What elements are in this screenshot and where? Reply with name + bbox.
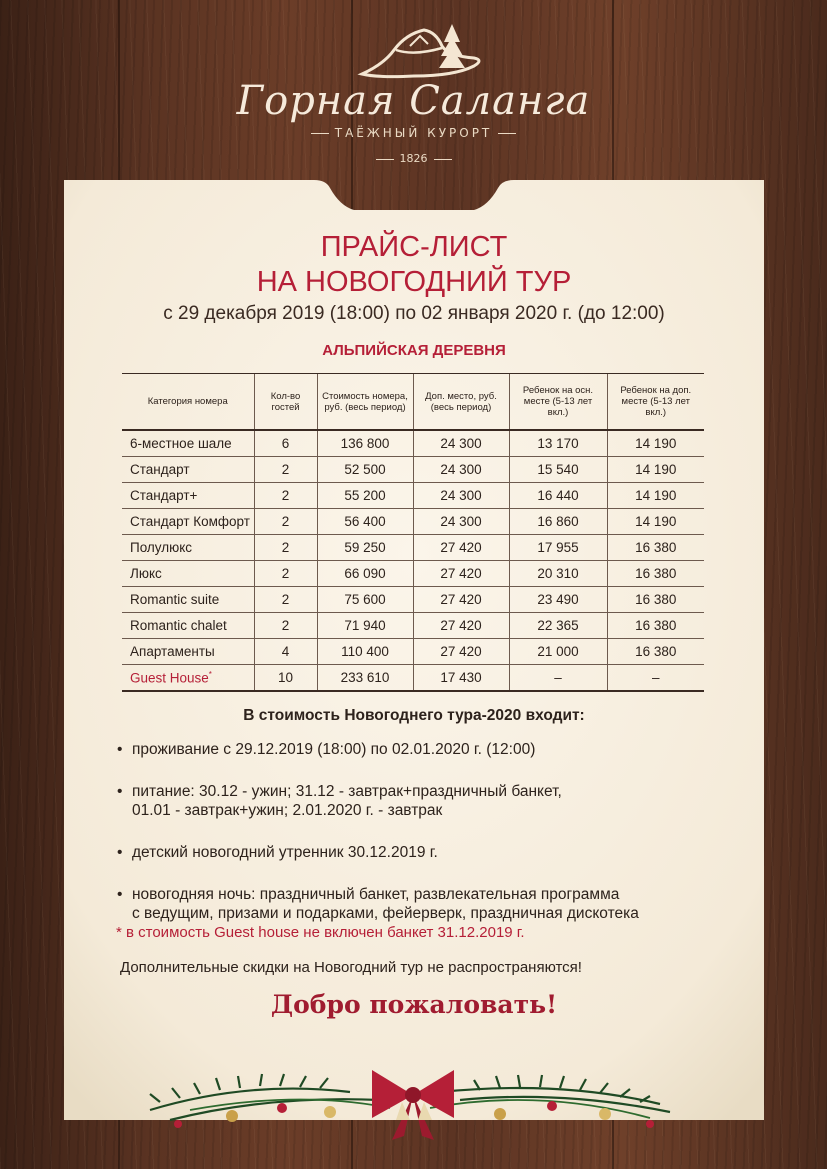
brand-name: Горная Саланга bbox=[236, 78, 591, 124]
table-cell: 136 800 bbox=[317, 430, 413, 457]
column-header: Ребенок на доп. месте (5-13 лет вкл.) bbox=[607, 374, 704, 431]
table-cell: 6 bbox=[254, 430, 317, 457]
table-row bbox=[122, 457, 704, 483]
table-cell: 27 420 bbox=[413, 561, 509, 587]
table-row bbox=[122, 509, 704, 535]
christmas-garland-icon bbox=[0, 1040, 827, 1169]
table-cell: 6-местное шале bbox=[122, 430, 254, 457]
table-cell: 16 380 bbox=[607, 561, 704, 587]
table-cell: Полулюкс bbox=[122, 535, 254, 561]
column-header: Ребенок на осн. месте (5-13 лет вкл.) bbox=[509, 374, 607, 431]
table-row bbox=[122, 483, 704, 509]
table-cell: 2 bbox=[254, 509, 317, 535]
table-cell: Стандарт Комфорт bbox=[122, 509, 254, 535]
list-item: • питание: 30.12 - ужин; 31.12 - завтрак+праздничный банкет, 01.01 - завтрак+ужин; 2.01.2020 г. - завтрак bbox=[117, 782, 639, 820]
hat-mountain-icon bbox=[324, 20, 504, 84]
column-header: Стоимость номера, руб. (весь период) bbox=[317, 374, 413, 431]
table-header-row bbox=[122, 374, 704, 431]
list-item: • детский новогодний утренник 30.12.2019 г. bbox=[117, 843, 639, 862]
column-header: Категория номера bbox=[122, 374, 254, 431]
table-cell: 23 490 bbox=[509, 587, 607, 613]
table-cell: 52 500 bbox=[317, 457, 413, 483]
table-cell: 2 bbox=[254, 613, 317, 639]
table-cell: Люкс bbox=[122, 561, 254, 587]
price-table bbox=[122, 373, 704, 692]
table-cell: Romantic chalet bbox=[122, 613, 254, 639]
table-cell: Стандарт+ bbox=[122, 483, 254, 509]
table-cell: Апартаменты bbox=[122, 639, 254, 665]
table-cell: 13 170 bbox=[509, 430, 607, 457]
table-cell: 10 bbox=[254, 665, 317, 692]
table-row bbox=[122, 587, 704, 613]
table-cell: 14 190 bbox=[607, 457, 704, 483]
table-cell: 20 310 bbox=[509, 561, 607, 587]
table-row bbox=[122, 639, 704, 665]
included-list bbox=[117, 740, 639, 946]
table-row bbox=[122, 561, 704, 587]
table-cell: 66 090 bbox=[317, 561, 413, 587]
table-cell: 16 380 bbox=[607, 587, 704, 613]
table-cell: 4 bbox=[254, 639, 317, 665]
included-title: В стоимость Новогоднего тура-2020 входит: bbox=[243, 707, 585, 724]
table-cell: 16 380 bbox=[607, 639, 704, 665]
table-cell: 24 300 bbox=[413, 509, 509, 535]
table-cell: 71 940 bbox=[317, 613, 413, 639]
table-cell: 110 400 bbox=[317, 639, 413, 665]
table-row bbox=[122, 430, 704, 457]
column-header: Кол-во гостей bbox=[254, 374, 317, 431]
table-cell: 27 420 bbox=[413, 535, 509, 561]
table-cell: Guest House* bbox=[122, 665, 254, 692]
table-row bbox=[122, 613, 704, 639]
table-cell: 22 365 bbox=[509, 613, 607, 639]
table-cell: 17 430 bbox=[413, 665, 509, 692]
table-cell: 233 610 bbox=[317, 665, 413, 692]
table-cell: 16 440 bbox=[509, 483, 607, 509]
table-cell: 2 bbox=[254, 561, 317, 587]
page-title-line1: ПРАЙС-ЛИСТ bbox=[320, 231, 508, 263]
resort-logo bbox=[0, 20, 827, 165]
discount-note: Дополнительные скидки на Новогодний тур не распространяются! bbox=[120, 959, 582, 976]
footnote: * в стоимость Guest house не включен банкет 31.12.2019 г. bbox=[116, 924, 525, 941]
table-cell: 16 860 bbox=[509, 509, 607, 535]
table-cell: 14 190 bbox=[607, 430, 704, 457]
table-cell: 24 300 bbox=[413, 430, 509, 457]
table-cell: 56 400 bbox=[317, 509, 413, 535]
section-title: АЛЬПИЙСКАЯ ДЕРЕВНЯ bbox=[322, 342, 506, 359]
table-cell: 2 bbox=[254, 483, 317, 509]
table-cell: 15 540 bbox=[509, 457, 607, 483]
table-cell: 14 190 bbox=[607, 509, 704, 535]
table-cell: 27 420 bbox=[413, 639, 509, 665]
table-cell: 27 420 bbox=[413, 587, 509, 613]
table-cell: 27 420 bbox=[413, 613, 509, 639]
table-cell: Стандарт bbox=[122, 457, 254, 483]
price-list-paper bbox=[64, 180, 764, 1120]
table-cell: 2 bbox=[254, 587, 317, 613]
column-header: Доп. место, руб. (весь период) bbox=[413, 374, 509, 431]
table-cell: – bbox=[509, 665, 607, 692]
footnote-mark: * bbox=[208, 669, 212, 679]
table-cell: 16 380 bbox=[607, 535, 704, 561]
table-cell: 59 250 bbox=[317, 535, 413, 561]
page-title-line2: НА НОВОГОДНИЙ ТУР bbox=[256, 266, 572, 298]
table-cell: 21 000 bbox=[509, 639, 607, 665]
welcome-text: Добро пожаловать! bbox=[270, 990, 558, 1019]
table-row-guest-house bbox=[122, 665, 704, 692]
founding-year: 1826 bbox=[0, 152, 827, 165]
tour-period: с 29 декабря 2019 (18:00) по 02 января 2020 г. (до 12:00) bbox=[163, 303, 665, 324]
table-cell: 2 bbox=[254, 457, 317, 483]
table-cell: 17 955 bbox=[509, 535, 607, 561]
table-cell: 55 200 bbox=[317, 483, 413, 509]
table-cell: 24 300 bbox=[413, 457, 509, 483]
table-cell: Romantic suite bbox=[122, 587, 254, 613]
table-cell: 75 600 bbox=[317, 587, 413, 613]
table-row bbox=[122, 535, 704, 561]
list-item: • проживание с 29.12.2019 (18:00) по 02.01.2020 г. (12:00) bbox=[117, 740, 639, 759]
table-cell: 14 190 bbox=[607, 483, 704, 509]
table-cell: 2 bbox=[254, 535, 317, 561]
table-cell: – bbox=[607, 665, 704, 692]
table-cell: 24 300 bbox=[413, 483, 509, 509]
brand-tagline: ТАЁЖНЫЙ КУРОРТ bbox=[0, 126, 827, 140]
table-cell: 16 380 bbox=[607, 613, 704, 639]
list-item: • новогодняя ночь: праздничный банкет, развлекательная программа с ведущим, призами и подарками, фейерверк, праздничная дискотека bbox=[117, 885, 639, 923]
